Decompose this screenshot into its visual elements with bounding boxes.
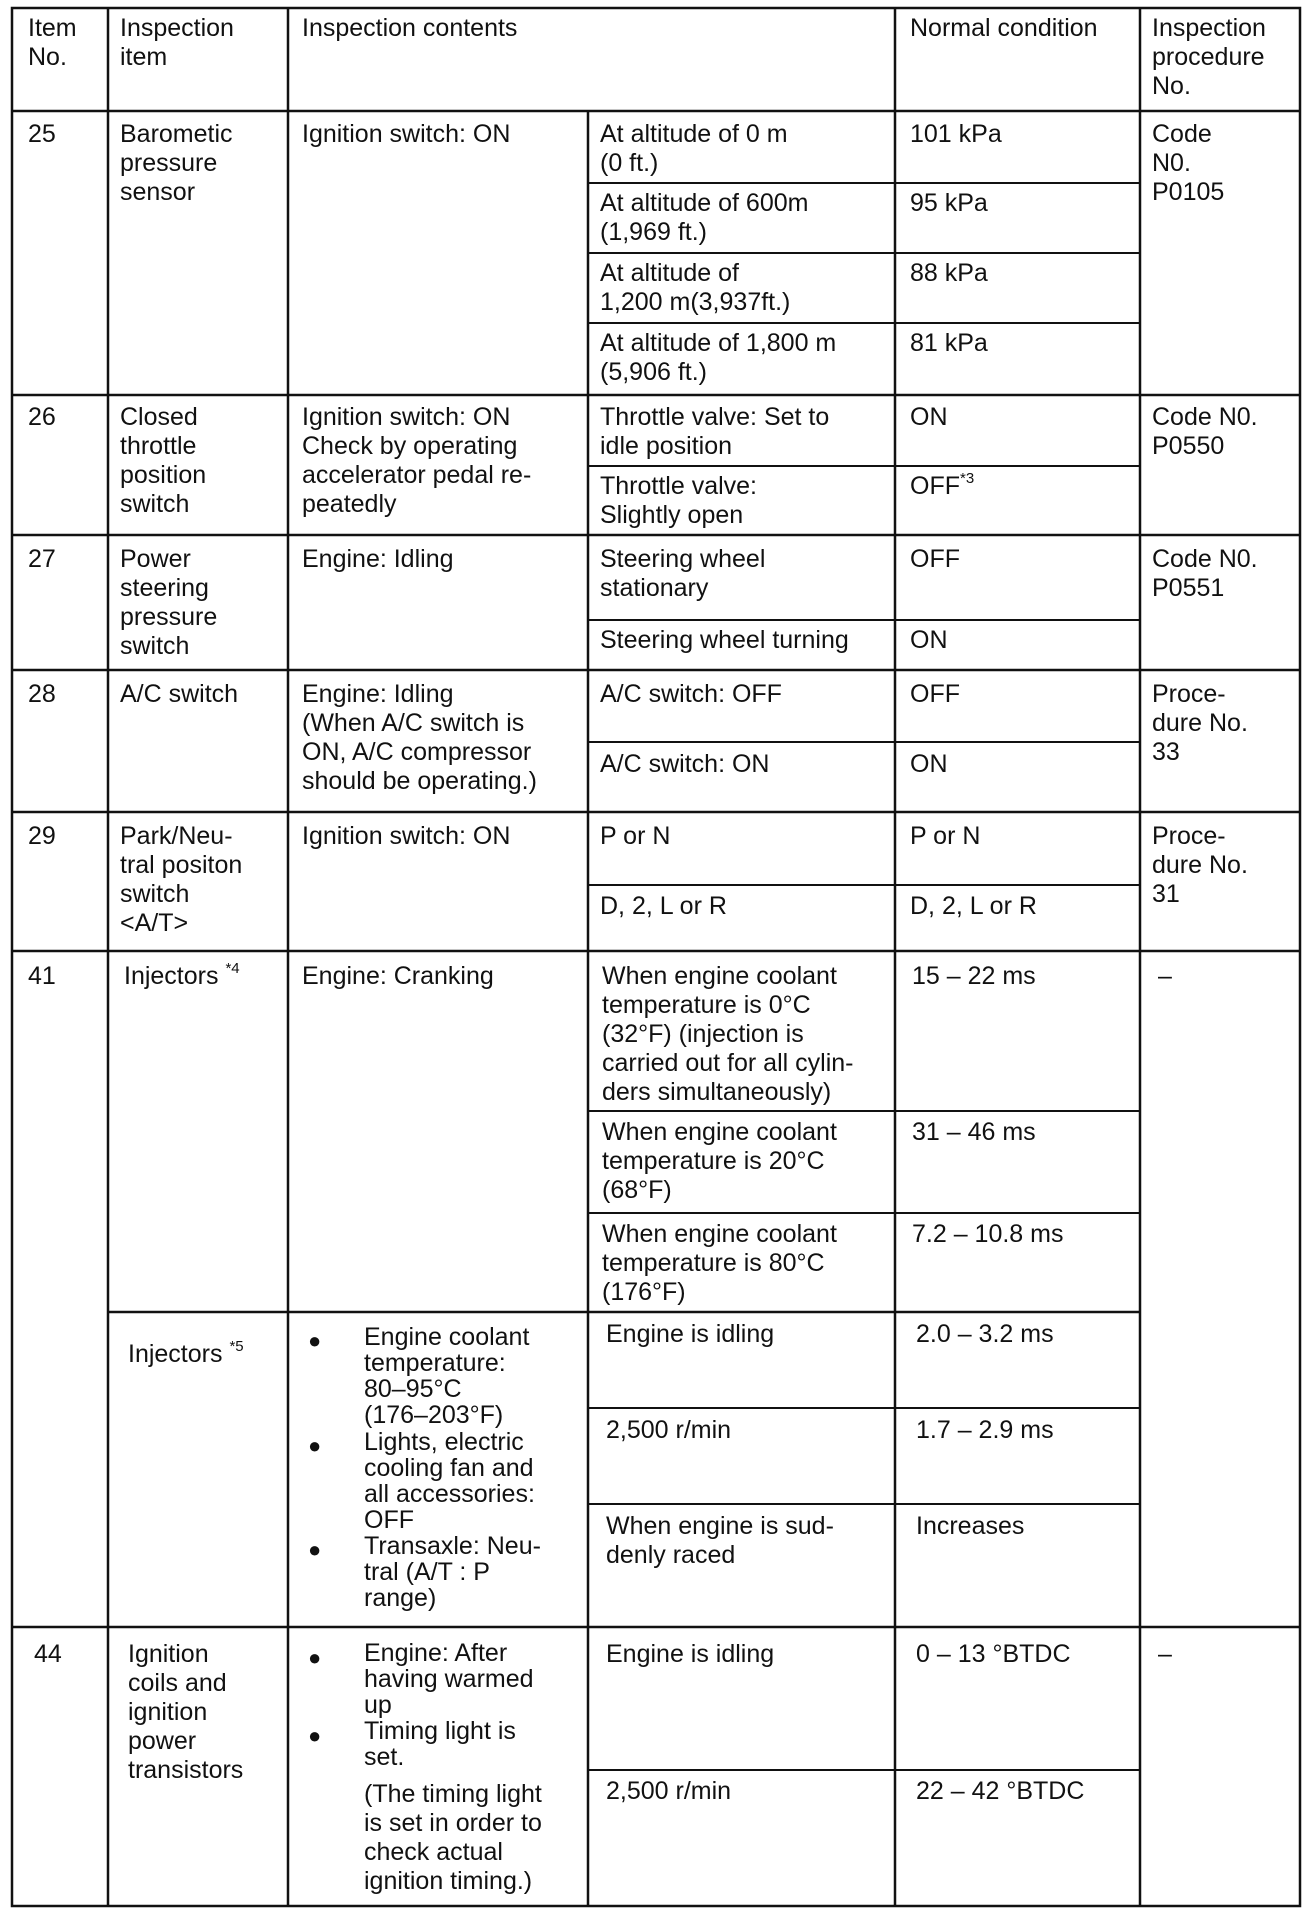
row-26-contents: Ignition switch: ON Check by operating accelerator pedal re- peatedly: [302, 403, 532, 518]
row-26-cond-2: Throttle valve: Slightly open: [600, 472, 758, 529]
row-27-normal-1: OFF: [910, 545, 960, 573]
row-25-normal-1: 101 kPa: [910, 120, 1002, 148]
row-27-normal-2: ON: [910, 626, 948, 654]
header-inspection-item: Inspection item: [120, 14, 234, 71]
row-28-item: A/C switch: [120, 680, 239, 708]
row-25-cond-1: At altitude of 0 m (0 ft.): [600, 120, 788, 177]
row-41-item-a: [124, 959, 240, 991]
header-inspection-procedure: Inspection procedure No.: [1152, 14, 1266, 100]
row-44-bullet-1: Engine: After having warmed up: [364, 1639, 534, 1719]
footnote-5-mark: *5: [229, 1337, 244, 1355]
row-41-normal-a3: 7.2 – 10.8 ms: [912, 1220, 1064, 1248]
row-44-procedure: –: [1158, 1640, 1172, 1668]
row-41-cond-a1: When engine coolant temperature is 0°C (32°F) (injection is carried out for all cylin- ders simultaneously): [602, 962, 854, 1106]
row-41-cond-b3: When engine is sud- denly raced: [606, 1512, 834, 1569]
row-25-normal-4: 81 kPa: [910, 329, 988, 357]
row-41-bullet-1: Engine coolant temperature: 80–95°C (176–203°F): [364, 1323, 530, 1429]
row-44-normal-2: 22 – 42 °BTDC: [916, 1777, 1085, 1805]
row-41-normal-b3: Increases: [916, 1512, 1025, 1540]
row-29-contents: Ignition switch: ON: [302, 822, 511, 850]
row-27-cond-1: Steering wheel stationary: [600, 545, 766, 602]
row-41-cond-a2: When engine coolant temperature is 20°C (68°F): [602, 1118, 837, 1204]
row-44-note: (The timing light is set in order to check actual ignition timing.): [364, 1780, 542, 1895]
row-41-cond-b2: 2,500 r/min: [606, 1416, 732, 1444]
row-26-item: Closed throttle position switch: [120, 403, 207, 518]
footnote-4-mark: *4: [225, 959, 240, 977]
row-41-normal-a1: 15 – 22 ms: [912, 962, 1036, 990]
header-normal-condition: Normal condition: [910, 14, 1098, 42]
row-41-normal-b1: 2.0 – 3.2 ms: [916, 1320, 1054, 1348]
row-44-no: 44: [34, 1640, 62, 1668]
row-25-cond-4: At altitude of 1,800 m (5,906 ft.): [600, 329, 837, 386]
row-25-normal-2: 95 kPa: [910, 189, 988, 217]
row-41-contents-a: Engine: Cranking: [302, 962, 494, 990]
row-29-item: Park/Neu- tral positon switch <A/T>: [120, 822, 243, 937]
row-27-cond-2: Steering wheel turning: [600, 626, 849, 654]
row-28-cond-2: A/C switch: ON: [600, 750, 770, 778]
row-44-normal-1: 0 – 13 °BTDC: [916, 1640, 1071, 1668]
bullet-dot-icon: ●: [308, 1433, 322, 1458]
row-25-contents: Ignition switch: ON: [302, 120, 511, 148]
row-41-cond-a3: When engine coolant temperature is 80°C (176°F): [602, 1220, 837, 1306]
footnote-3-mark: *3: [960, 469, 975, 487]
row-28-normal-1: OFF: [910, 680, 960, 708]
row-28-procedure: Proce- dure No. 33: [1152, 680, 1248, 766]
row-41-item-b: [128, 1337, 244, 1369]
row-28-no: 28: [28, 680, 56, 708]
header-item-no: Item No.: [28, 14, 77, 71]
bullet-dot-icon: ●: [308, 1328, 322, 1353]
row-27-no: 27: [28, 545, 56, 573]
row-41-no: 41: [28, 962, 56, 990]
row-29-no: 29: [28, 822, 56, 850]
row-26-normal-2: [910, 469, 975, 501]
row-25-cond-2: At altitude of 600m (1,969 ft.): [600, 189, 809, 246]
row-29-normal-2: D, 2, L or R: [910, 892, 1037, 920]
row-41-bullet-3: Transaxle: Neu- tral (A/T : P range): [364, 1532, 541, 1612]
row-29-cond-2: D, 2, L or R: [600, 892, 727, 920]
row-29-procedure: Proce- dure No. 31: [1152, 822, 1248, 908]
row-29-cond-1: P or N: [600, 822, 671, 850]
bullet-dot-icon: ●: [308, 1645, 322, 1670]
row-44-cond-1: Engine is idling: [606, 1640, 775, 1668]
row-25-normal-3: 88 kPa: [910, 259, 988, 287]
row-41-cond-b1: Engine is idling: [606, 1320, 775, 1348]
row-41-item-b-text: Injectors: [128, 1340, 223, 1368]
row-25-cond-3: At altitude of 1,200 m(3,937ft.): [600, 259, 791, 316]
row-41-normal-b2: 1.7 – 2.9 ms: [916, 1416, 1054, 1444]
bullet-dot-icon: ●: [308, 1537, 322, 1562]
row-26-normal-2-text: OFF: [910, 472, 960, 500]
row-25-item: Barometic pressure sensor: [120, 120, 233, 206]
row-28-normal-2: ON: [910, 750, 948, 778]
row-27-contents: Engine: Idling: [302, 545, 454, 573]
row-28-contents: Engine: Idling (When A/C switch is ON, A/C compressor should be operating.): [302, 680, 537, 795]
row-26-normal-1: ON: [910, 403, 948, 431]
bullet-dot-icon: ●: [308, 1723, 322, 1748]
row-25-no: 25: [28, 120, 56, 148]
row-41-bullet-2: Lights, electric cooling fan and all accessories: OFF: [364, 1428, 535, 1534]
row-44-item: Ignition coils and ignition power transistors: [128, 1640, 244, 1784]
row-44-cond-2: 2,500 r/min: [606, 1777, 732, 1805]
header-inspection-contents: Inspection contents: [302, 14, 518, 42]
row-41-normal-a2: 31 – 46 ms: [912, 1118, 1036, 1146]
row-41-item-a-text: Injectors: [124, 962, 219, 990]
row-25-procedure: Code N0. P0105: [1152, 120, 1225, 206]
row-41-procedure: –: [1158, 962, 1172, 990]
row-29-normal-1: P or N: [910, 822, 981, 850]
row-28-cond-1: A/C switch: OFF: [600, 680, 782, 708]
row-27-item: Power steering pressure switch: [120, 545, 218, 660]
row-44-bullet-2: Timing light is set.: [364, 1717, 516, 1771]
row-26-no: 26: [28, 403, 56, 431]
row-26-cond-1: Throttle valve: Set to idle position: [600, 403, 830, 460]
row-27-procedure: Code N0. P0551: [1152, 545, 1258, 602]
row-26-procedure: Code N0. P0550: [1152, 403, 1258, 460]
